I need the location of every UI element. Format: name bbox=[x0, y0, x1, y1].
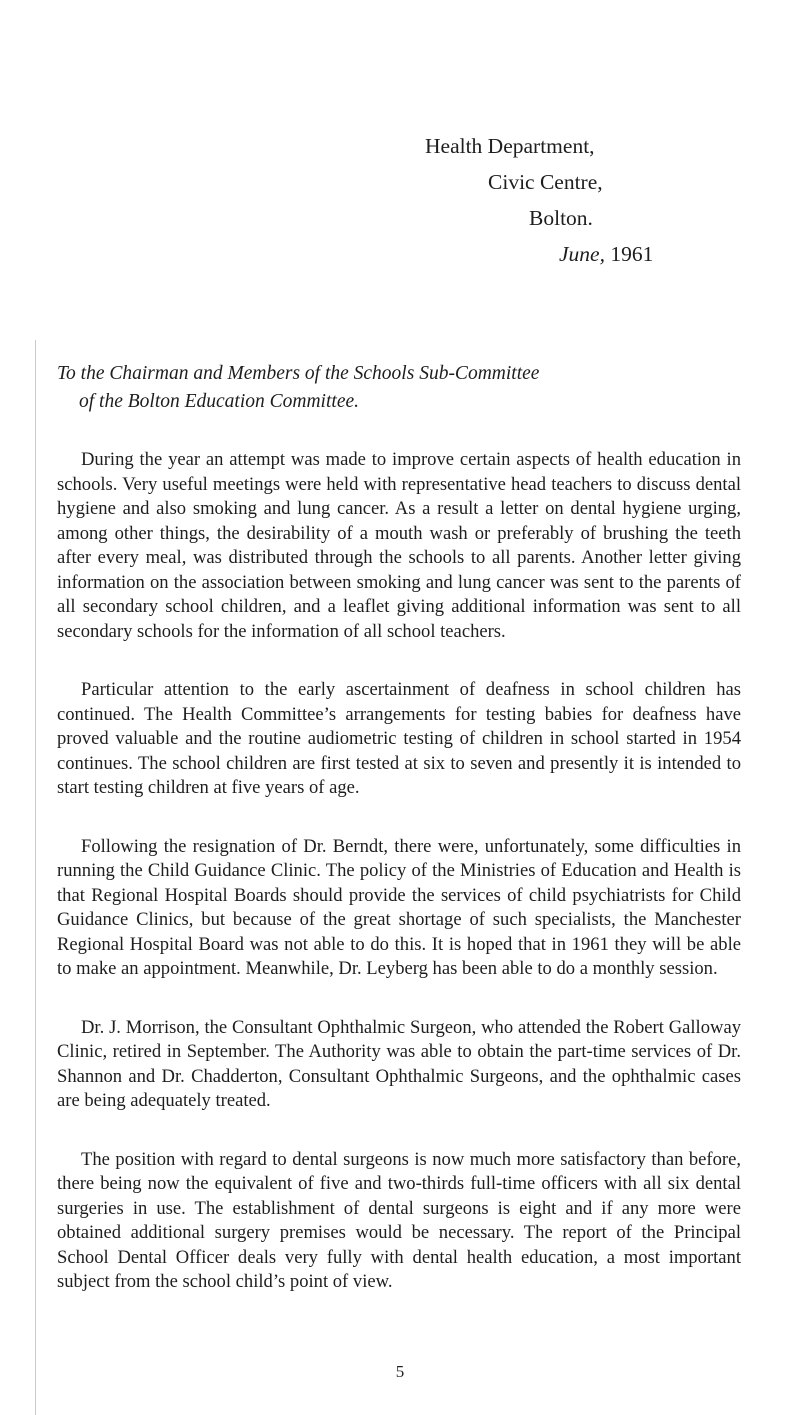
salutation-line-2: of the Bolton Education Committee. bbox=[79, 391, 359, 412]
paragraph-dental: The position with regard to dental surgeons is now much more satisfactory than before, there being now the equivalent of five and two-thirds full-time officers with all six dental surgeries in use. The establishment of dental surgeons is eight and if any more were obtained additional surgery premises would be necessary. The report of the Principal School Dental Officer deals very fully with dental health education, a most important subject from the school child’s point of view. bbox=[57, 1148, 741, 1292]
salutation-line-1: To the Chairman and Members of the Schools Sub-Committee bbox=[57, 363, 540, 384]
address-line-building: Civic Centre, bbox=[488, 170, 603, 194]
address-line-town: Bolton. bbox=[529, 206, 593, 230]
paragraph-health-education: During the year an attempt was made to improve certain aspects of health education in schools. Very useful meetings were held with representative head teachers to discuss dental hygiene and also smoking and lung cancer. As a result a letter on dental hygiene urging, among other things, the desirability of a mouth wash or preferably of brushing the teeth after every meal, was distributed through the schools to all parents. Another letter giving information on the association between smoking and lung cancer was sent to the parents of all secondary school children, and a leaflet giving additional information was sent to all secondary schools for the information of all school teachers. bbox=[57, 449, 741, 642]
letter-date-year: 1961 bbox=[610, 242, 654, 266]
page-number: 5 bbox=[395, 1362, 405, 1381]
paragraph-ophthalmic: Dr. J. Morrison, the Consultant Ophthalmic Surgeon, who attended the Robert Galloway Clinic, retired in September. The Authority was able to obtain the part-time services of Dr. Shannon and Dr. Chadderton, Consultant Ophthalmic Surgeons, and the ophthalmic cases are being adequately treated. bbox=[57, 1016, 741, 1111]
paragraph-child-guidance: Following the resignation of Dr. Berndt, there were, unfortunately, some difficulties in running the Child Guidance Clinic. The policy of the Ministries of Education and Health is that Regional Hospital Boards should provide the services of child psychiatrists for Child Guidance Clinics, but because of the great shortage of such specialists, the Manchester Regional Hospital Board was not able to do this. It is hoped that in 1961 they will be able to make an appointment. Meanwhile, Dr. Leyberg has been able to do a monthly session. bbox=[57, 835, 741, 979]
letter-date bbox=[425, 236, 745, 272]
scan-binding-line bbox=[35, 340, 36, 1415]
paragraph-deafness: Particular attention to the early ascertainment of deafness in school children has continued. The Health Committee’s arrangements for testing babies for deafness have proved valuable and the routine audiometric testing of children in school started in 1954 continues. The school children are first tested at six to seven and presently it is intended to start testing children at five years of age. bbox=[57, 679, 741, 798]
salutation bbox=[57, 360, 757, 416]
letter-body bbox=[57, 448, 741, 1329]
address-line-department: Health Department, bbox=[425, 134, 595, 158]
sender-address bbox=[425, 128, 745, 272]
letter-date-month: June, bbox=[559, 242, 605, 266]
